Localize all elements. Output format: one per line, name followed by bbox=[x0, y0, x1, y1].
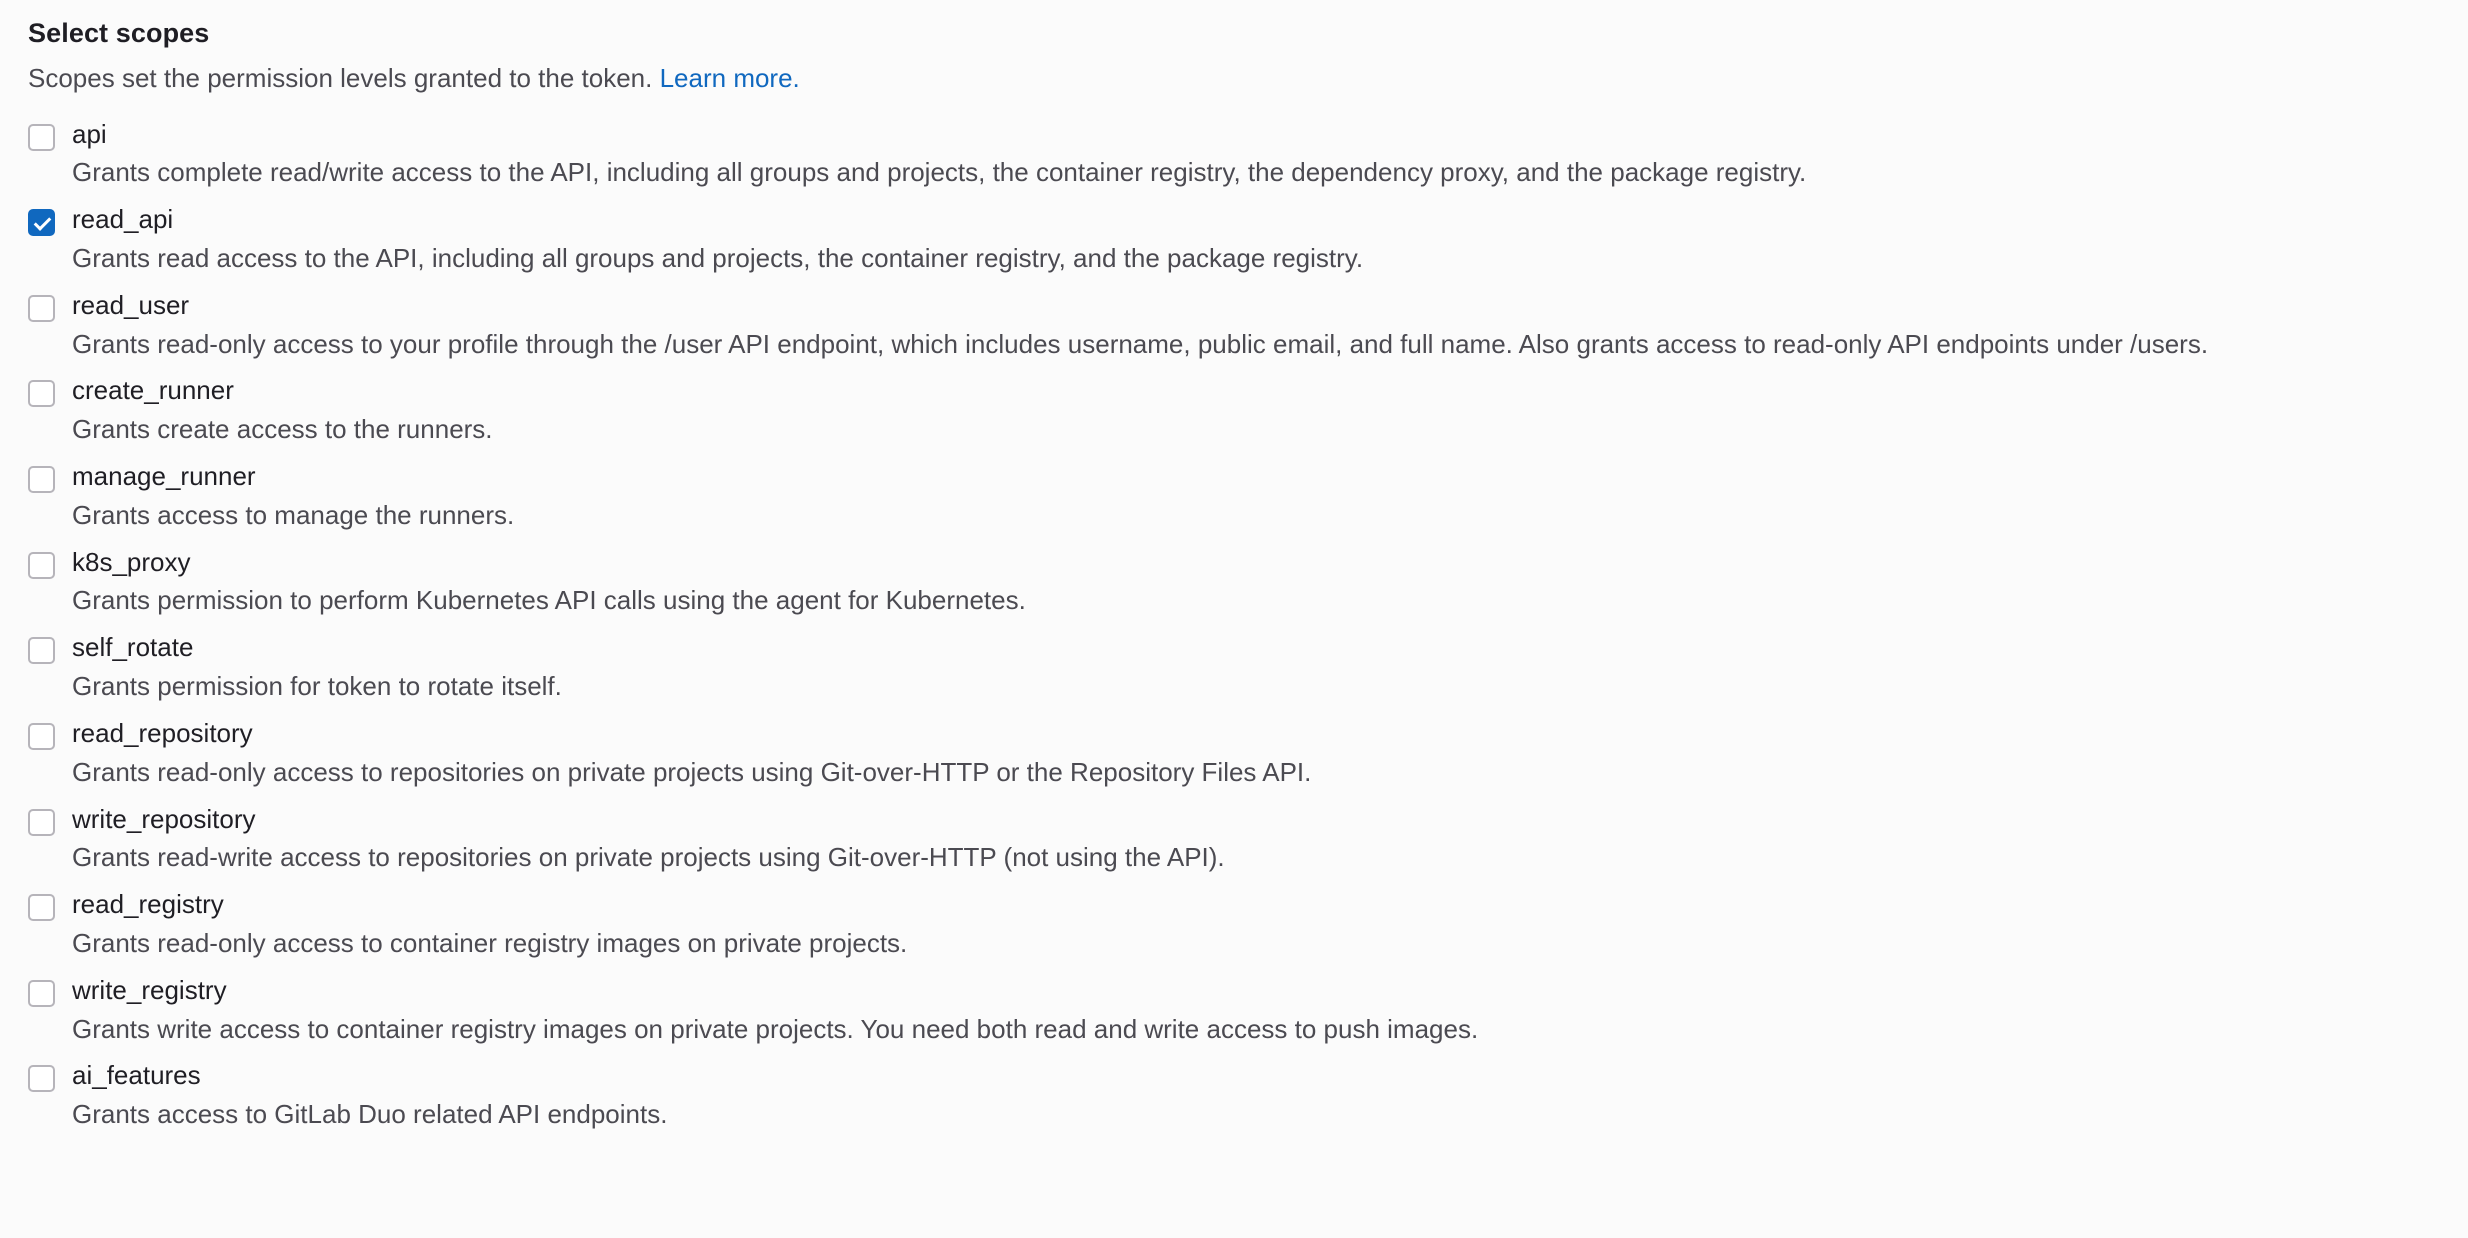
scope-description: Grants read access to the API, including all groups and projects, the container registry, and the package registry. bbox=[72, 242, 1364, 273]
scope-name-label[interactable]: write_repository bbox=[72, 803, 256, 834]
scope-name-label[interactable]: read_api bbox=[72, 204, 174, 235]
scope-description: Grants access to GitLab Duo related API endpoints. bbox=[72, 1099, 668, 1130]
scope-description: Grants create access to the runners. bbox=[72, 414, 493, 445]
scope-item bbox=[28, 631, 2440, 704]
scope-list bbox=[28, 118, 2440, 1133]
scope-text bbox=[72, 631, 2440, 704]
scope-description: Grants permission for token to rotate itself. bbox=[72, 671, 562, 702]
scope-description: Grants write access to container registry images on private projects. You need both read and write access to push images. bbox=[72, 1013, 1479, 1044]
scope-description: Grants read-only access to repositories on private projects using Git-over-HTTP or the Repository Files API. bbox=[72, 756, 1312, 787]
scope-description: Grants read-write access to repositories on private projects using Git-over-HTTP (not using the API). bbox=[72, 842, 1225, 873]
scope-name-label[interactable]: manage_runner bbox=[72, 461, 256, 491]
scope-text bbox=[72, 289, 2440, 362]
scope-name-label[interactable]: read_user bbox=[72, 289, 190, 320]
scope-checkbox[interactable] bbox=[28, 1065, 55, 1092]
scope-text bbox=[72, 203, 2440, 276]
scope-item bbox=[28, 974, 2440, 1047]
scope-name-label[interactable]: read_registry bbox=[72, 889, 224, 920]
scope-checkbox[interactable] bbox=[28, 637, 55, 664]
learn-more-link[interactable]: Learn more. bbox=[659, 63, 800, 93]
scope-description: Grants complete read/write access to the API, including all groups and projects, the container registry, the dependency proxy, and the package registry. bbox=[72, 157, 1807, 188]
scope-description: Grants read-only access to container registry images on private projects. bbox=[72, 927, 908, 958]
scope-text bbox=[72, 974, 2440, 1047]
scope-item bbox=[28, 1059, 2440, 1132]
scope-name-label[interactable]: self_rotate bbox=[72, 632, 194, 663]
scope-item bbox=[28, 803, 2440, 876]
scope-checkbox[interactable] bbox=[28, 380, 55, 407]
scope-name-label[interactable]: create_runner bbox=[72, 375, 234, 406]
scope-description: Grants permission to perform Kubernetes API calls using the agent for Kubernetes. bbox=[72, 585, 1026, 616]
scope-text bbox=[72, 717, 2440, 790]
scope-text bbox=[72, 546, 2440, 619]
scope-item bbox=[28, 203, 2440, 276]
page-title: Select scopes bbox=[28, 18, 210, 48]
scope-description: Grants access to manage the runners. bbox=[72, 499, 515, 530]
section-description-text: Scopes set the permission levels granted to the token. bbox=[28, 63, 660, 93]
scope-text bbox=[72, 460, 2440, 533]
scope-name-label[interactable]: api bbox=[72, 118, 107, 149]
section-description bbox=[28, 62, 2440, 95]
scope-text bbox=[72, 1059, 2440, 1132]
scope-text bbox=[72, 888, 2440, 961]
scope-checkbox[interactable] bbox=[28, 980, 55, 1007]
scope-checkbox[interactable] bbox=[28, 466, 55, 493]
scope-text bbox=[72, 803, 2440, 876]
scope-checkbox[interactable] bbox=[28, 723, 55, 750]
scope-checkbox[interactable] bbox=[28, 295, 55, 322]
scope-name-label[interactable]: write_registry bbox=[72, 974, 227, 1005]
scope-checkbox[interactable] bbox=[28, 894, 55, 921]
scope-item bbox=[28, 374, 2440, 447]
scope-checkbox[interactable] bbox=[28, 124, 55, 151]
scope-name-label[interactable]: ai_features bbox=[72, 1060, 201, 1091]
scope-item bbox=[28, 460, 2440, 533]
scope-item bbox=[28, 546, 2440, 619]
scope-name-label[interactable]: read_repository bbox=[72, 717, 253, 748]
scope-name-label[interactable]: k8s_proxy bbox=[72, 546, 191, 577]
scope-checkbox[interactable] bbox=[28, 552, 55, 579]
scope-text bbox=[72, 118, 2440, 191]
scope-text bbox=[72, 374, 2440, 447]
scope-checkbox[interactable] bbox=[28, 809, 55, 836]
scope-item bbox=[28, 717, 2440, 790]
scope-checkbox[interactable] bbox=[28, 209, 55, 236]
scope-item bbox=[28, 888, 2440, 961]
scope-description: Grants read-only access to your profile through the /user API endpoint, which includes username, public email, and full name. Also grants access to read-only API endpoints under /users. bbox=[72, 328, 2209, 359]
scope-item bbox=[28, 118, 2440, 191]
scope-item bbox=[28, 289, 2440, 362]
